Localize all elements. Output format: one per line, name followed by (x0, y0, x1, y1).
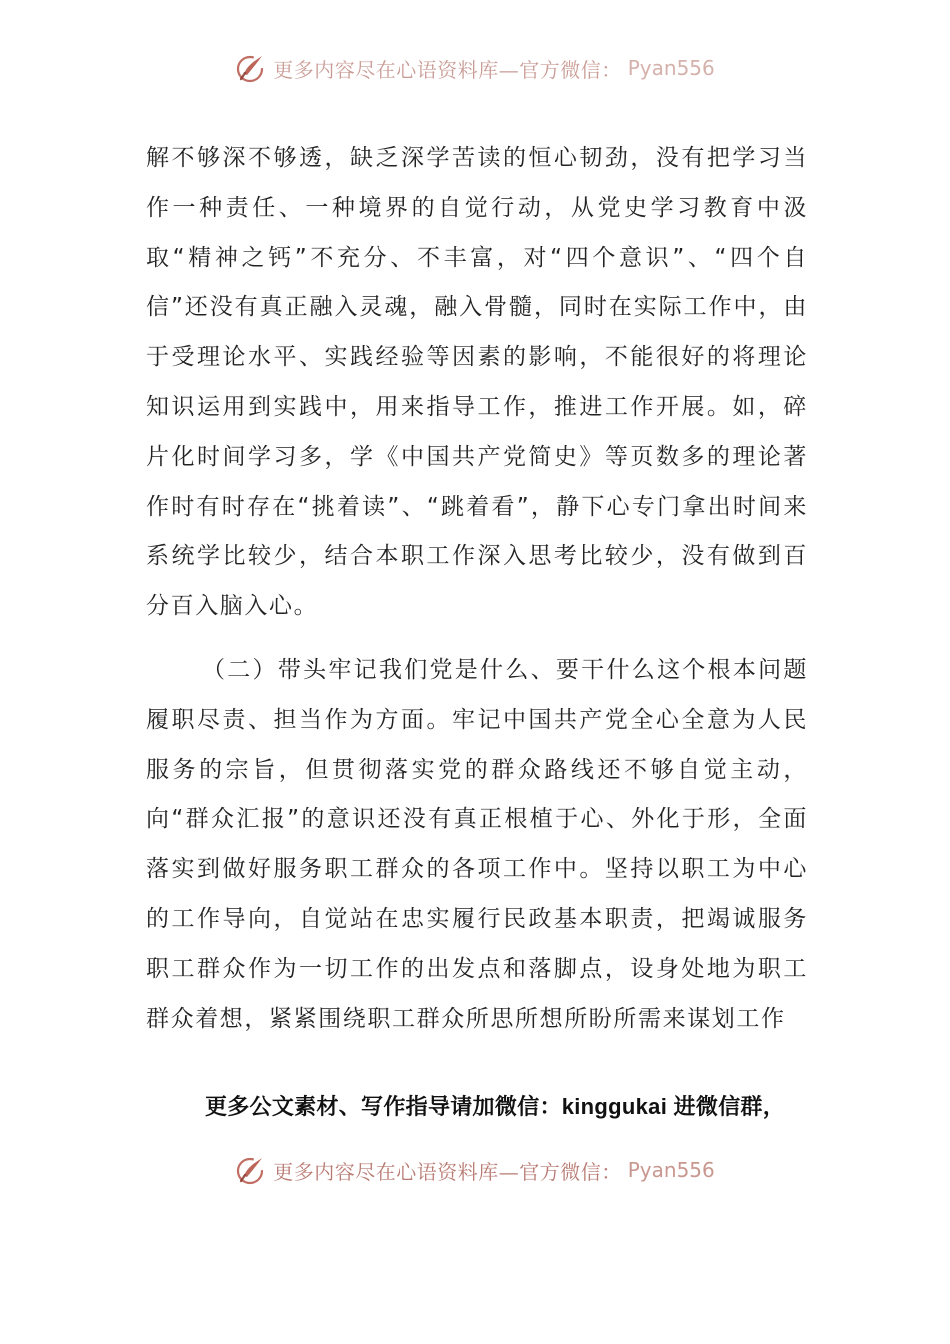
watermark-text: 更多内容尽在心语资料库—官方微信： (273, 1159, 622, 1184)
brush-logo-icon (235, 1154, 267, 1186)
brush-logo-icon (235, 52, 267, 84)
watermark-bottom (0, 1152, 950, 1188)
footer-note: 更多公文素材、写作指导请加微信：kinggukai 进微信群， (204, 1094, 786, 1119)
paragraph: 解不够深不够透，缺乏深学苦读的恒心韧劲，没有把学习当作一种责任、一种境界的自觉行动，从党史学习教育中汲取“精神之钙”不充分、不丰富，对“四个意识”、“四个自信”还没有真正融入灵魂，融入骨髓，同时在实际工作中，由于受理论水平、实践经验等因素的影响，不能很好的将理论知识运用到实践中，用来指导工作，推进工作开展。如，碎片化时间学习多，学《中国共产党简史》等页数多的理论著作时有时存在“挑着读”、“跳着看”，静下心专门拿出时间来系统学比较少，结合本职工作深入思考比较少，没有做到百分百入脑入心。 (146, 145, 808, 620)
document-body (146, 134, 808, 1044)
watermark-account: Pyan556 (627, 56, 715, 80)
watermark-account: Pyan556 (627, 1158, 715, 1182)
watermark-top (0, 50, 950, 86)
paragraph: （二）带头牢记我们党是什么、要干什么这个根本问题履职尽责、担当作为方面。牢记中国共产党全心全意为人民服务的宗旨，但贯彻落实党的群众路线还不够自觉主动，向“群众汇报”的意识还没有真正根植于心、外化于形，全面落实到做好服务职工群众的各项工作中。坚持以职工为中心的工作导向，自觉站在忠实履行民政基本职责，把竭诚服务职工群众作为一切工作的出发点和落脚点，设身处地为职工群众着想，紧紧围绕职工群众所思所想所盼所需来谋划工作 (146, 656, 808, 1032)
watermark-text: 更多内容尽在心语资料库—官方微信： (273, 57, 622, 82)
